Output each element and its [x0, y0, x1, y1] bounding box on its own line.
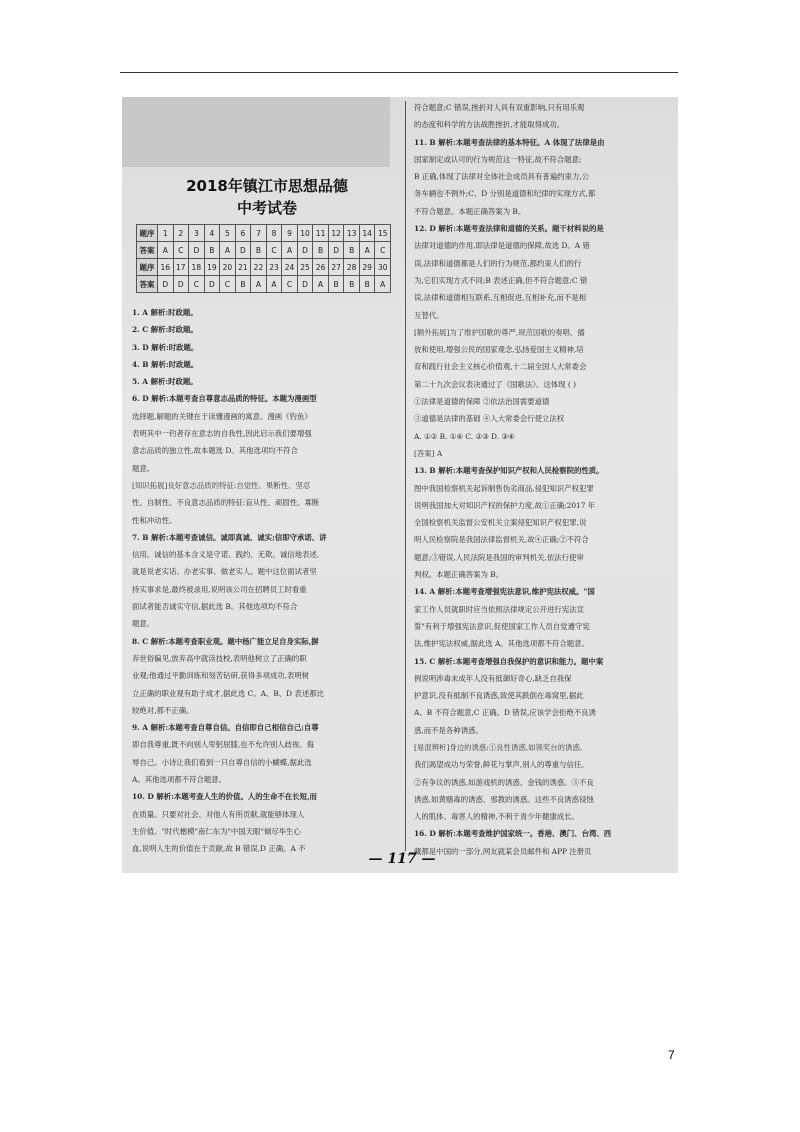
- text-line: 选择题,解题的关键在于读懂漫画的寓意。漫画《钓鱼》: [132, 411, 312, 421]
- text-line: 7. B 解析:本题考查诚信。诚即真诚、诚实;信即守承诺、讲: [132, 532, 327, 542]
- text-line: 护意识,没有抵制不良诱惑,致使其跌倒在毒窝里,据此: [414, 691, 584, 701]
- answer-table-cell: 24: [282, 259, 298, 276]
- answer-table-header-cell: 答案: [137, 276, 158, 293]
- answer-table-cell: 26: [313, 259, 329, 276]
- text-line: 即自我尊重,既不向别人卑躬屈膝,也不允许别人歧视、侮: [132, 740, 315, 750]
- answer-table-cell: B: [313, 242, 329, 259]
- answer-table-cell: 25: [297, 259, 313, 276]
- text-line: [答案] A: [414, 448, 443, 458]
- text-line: 就是说老实话、办老实事、做老实人。题中这位面试者坚: [132, 567, 317, 577]
- answer-table-row: [137, 242, 391, 259]
- text-line: 表明其中一钓者存在意志的自我性,因此启示我们要增强: [132, 429, 312, 439]
- answer-table-cell: 13: [344, 225, 360, 242]
- answer-table-row: [137, 276, 391, 293]
- answer-table-cell: D: [297, 242, 313, 259]
- answer-table-cell: D: [328, 242, 344, 259]
- text-line: 16. D 解析:本题考查维护国家统一。香港、澳门、台湾、西: [414, 829, 612, 839]
- text-line: 意志品质的独立性,故本题选 D。其他选项均不符合: [132, 446, 298, 456]
- text-line: 全国检察机关监督公安机关立案侵犯知识产权犯罪,说: [414, 518, 587, 528]
- answer-table-cell: 29: [359, 259, 375, 276]
- text-line: 性和冲动性。: [132, 515, 177, 525]
- paper-tab: [122, 97, 390, 167]
- text-line: 人的肌体、毒害人的精神,不利于青少年健康成长。: [414, 812, 579, 822]
- answer-table-cell: B: [344, 276, 360, 293]
- text-line: 4. B 解析:时政题。: [132, 359, 199, 369]
- answer-table-cell: 10: [297, 225, 313, 242]
- text-line: 惑,而不是各种诱惑。: [414, 725, 483, 735]
- text-line: [易混辨析]身边的诱惑:①良性诱惑,如领奖台的诱惑,: [414, 742, 583, 752]
- text-line: 辱自己。小诗让我们看到一只自尊自信的小蝴蝶,据此选: [132, 757, 312, 767]
- answer-table-cell: 16: [158, 259, 174, 276]
- answer-table-cell: A: [266, 276, 282, 293]
- text-line: 育和践行社会主义核心价值观,十二届全国人大常委会: [414, 362, 587, 372]
- text-line: 誓"有利于增强宪法意识,促使国家工作人员自觉遵守宪: [414, 621, 590, 631]
- answer-table-cell: 21: [235, 259, 251, 276]
- text-line: 藏都是中国的一部分,网友就某会员邮件和 APP 注册页: [414, 846, 592, 856]
- text-line: 图中我国检察机关起诉制售伪劣商品,侵犯知识产权犯罪: [414, 483, 594, 493]
- answer-table-cell: A: [158, 242, 174, 259]
- answer-table-cell: B: [235, 276, 251, 293]
- text-line: 生价值。"时代楷模"南仁东为"中国天眼"倾尽毕生心: [132, 826, 301, 836]
- column-divider: [405, 101, 406, 851]
- text-line: 误,法律和道德相互联系,互相促进,互相补充,而不是相: [414, 293, 586, 303]
- answer-table-cell: 6: [235, 225, 251, 242]
- text-line: [知识拓展]良好意志品质的特征:自觉性、果断性、坚忍: [132, 480, 311, 490]
- text-line: 误,法律和道德都是人们的行为规范,都约束人们的行: [414, 258, 582, 268]
- text-line: A、B 不符合题意,C 正确。D 错误,应该学会拒绝不良诱: [414, 708, 596, 718]
- answer-table-cell: A: [359, 242, 375, 259]
- text-line: 信用。诚信的基本含义是守诺、践约、无欺。诚信地表述,: [132, 550, 320, 560]
- right-column: [414, 99, 674, 860]
- answer-table-cell: 20: [220, 259, 236, 276]
- text-line: 例说明涉毒未成年人没有抵御好奇心,缺乏自我保: [414, 673, 572, 683]
- text-line: 8. C 解析:本题考查职业观。题中杨广能立足自身实际,摒: [132, 636, 319, 646]
- text-line: 3. D 解析:时政题。: [132, 342, 199, 352]
- answer-table-cell: 14: [359, 225, 375, 242]
- text-line: 题意。: [132, 619, 155, 629]
- text-line: 持实事求是,最终被录用,说明该公司在招聘员工时看重: [132, 584, 307, 594]
- text-line: 明人民检察院是我国法律监督机关,故④正确;②不符合: [414, 535, 589, 545]
- text-line: 题意。: [132, 463, 155, 473]
- text-line: 判权。本题正确答案为 B。: [414, 570, 504, 580]
- answer-table-cell: 18: [189, 259, 205, 276]
- text-line: 法,维护宪法权威,据此选 A。其他选项都不符合题意。: [414, 639, 589, 649]
- answer-table-cell: A: [251, 276, 267, 293]
- text-line: 12. D 解析:本题考查法律和道德的关系。题干材料说的是: [414, 224, 604, 234]
- answer-table-cell: 23: [266, 259, 282, 276]
- text-line: 放和使用,增强公民的国家观念,弘扬爱国主义精神,培: [414, 345, 584, 355]
- text-line: 1. A 解析:时政题。: [132, 308, 198, 317]
- answer-table-cell: C: [220, 276, 236, 293]
- answer-table-cell: 8: [266, 225, 282, 242]
- answer-table-cell: D: [158, 276, 174, 293]
- text-line: 业观;他通过平勤训练和刻苦钻研,获得多项成功,表明树: [132, 671, 310, 681]
- answer-table-cell: C: [266, 242, 282, 259]
- text-line: 务车辆也不例外;C、D 分别是道德和纪律的实现方式,都: [414, 189, 596, 199]
- answer-table-cell: 7: [251, 225, 267, 242]
- answer-table-row: [137, 259, 391, 276]
- text-line: 国家制定或认可的行为规范这一特征,故不符合题意;: [414, 154, 582, 164]
- text-line: 14. A 解析:本题考查增强宪法意识,维护宪法权威。"国: [414, 587, 595, 597]
- text-line: ②有争议的诱惑,如游戏机的诱惑、金钱的诱惑。③不良: [414, 777, 594, 787]
- answer-table-cell: B: [359, 276, 375, 293]
- text-line: 为,它们实现方式不同;B 表述正确,但不符合题意;C 错: [414, 275, 588, 285]
- answer-table-cell: 11: [313, 225, 329, 242]
- answer-table-cell: 28: [344, 259, 360, 276]
- exam-title-line2: 中考试卷: [236, 199, 297, 217]
- answer-table-header-cell: 题序: [137, 259, 158, 276]
- text-line: 弃世俗偏见,放弃高中就读技校,表明他树立了正确的职: [132, 653, 307, 663]
- text-line: B 正确,体现了法律对全体社会成员具有普遍约束力,公: [414, 172, 590, 182]
- answer-table-cell: 4: [204, 225, 220, 242]
- text-line: 在质量。只要对社会、对他人有所贡献,就能够体现人: [132, 809, 305, 819]
- text-line: 11. B 解析:本题考查法律的基本特征。A 体现了法律是由: [414, 137, 605, 147]
- text-line: 法律对道德的作用,即法律是道德的保障,故选 D。A 错: [414, 241, 590, 251]
- text-line: 我们渴望成功与荣誉,鲜花与掌声,别人的尊重与信任。: [414, 760, 589, 770]
- text-line: 9. A 解析:本题考查自尊自信。自信即自己相信自己;自尊: [132, 723, 319, 733]
- text-line: ③道德是法律的基础 ④人大常委会行使立法权: [414, 414, 565, 424]
- text-line: 性、自制性。不良意志品质的特征:盲从性、顽固性、寡断: [132, 498, 320, 508]
- answer-table-header-cell: 题序: [137, 225, 158, 242]
- answer-table-cell: 22: [251, 259, 267, 276]
- text-line: 符合题意;C 错误,挫折对人具有双重影响,只有用乐观: [414, 103, 585, 112]
- text-line: 血,说明人生的价值在于贡献,故 B 错误,D 正确。A 不: [132, 844, 306, 854]
- answer-table-cell: 19: [204, 259, 220, 276]
- answer-table-cell: A: [220, 242, 236, 259]
- photo-page-number: — 117 —: [368, 851, 436, 867]
- answer-table-header-cell: 答案: [137, 242, 158, 259]
- answer-table-cell: 12: [328, 225, 344, 242]
- answer-table-cell: 3: [189, 225, 205, 242]
- answer-table-cell: C: [173, 242, 189, 259]
- text-line: 15. C 解析:本题考查增强自我保护的意识和能力。题中案: [414, 656, 604, 666]
- text-line: A. ①② B. ①④ C. ②③ D. ③④: [414, 431, 515, 441]
- answer-table-cell: 9: [282, 225, 298, 242]
- answer-table-cell: D: [235, 242, 251, 259]
- text-line: 题意;③错误,人民法院是我国的审判机关,依法行使审: [414, 552, 584, 562]
- text-line: 较绝对,都不正确。: [132, 705, 194, 715]
- answer-table-cell: 2: [173, 225, 189, 242]
- text-line: 2. C 解析:时政题。: [132, 325, 198, 335]
- answer-table-cell: A: [282, 242, 298, 259]
- text-line: [额外拓展]为了维护国歌的尊严,规范国歌的奏唱、播: [414, 327, 585, 337]
- text-line: 面试者能否诚实守信,据此选 B。其他选项均不符合: [132, 602, 298, 612]
- header-rule: [120, 72, 678, 73]
- text-line: 说明我国加大对知识产权的保护力度,故①正确;2017 年: [414, 500, 596, 510]
- answer-table-cell: B: [204, 242, 220, 259]
- text-line: 家工作人员就职时应当依照法律规定公开进行宪法宣: [414, 604, 584, 614]
- answer-table-cell: B: [344, 242, 360, 259]
- text-line: 5. A 解析:时政题。: [132, 377, 198, 387]
- answer-table-cell: 30: [375, 259, 391, 276]
- answer-table-cell: C: [375, 242, 391, 259]
- answer-table-cell: D: [173, 276, 189, 293]
- text-line: 10. D 解析:本题考查人生的价值。人的生命不在长短,而: [132, 792, 317, 802]
- answer-table: [136, 224, 391, 293]
- answer-table-cell: D: [297, 276, 313, 293]
- answer-table-cell: 17: [173, 259, 189, 276]
- answer-table-cell: C: [189, 276, 205, 293]
- text-line: 第二十九次会议表决通过了《国歌法》。这体现 ( ): [414, 379, 576, 389]
- text-line: 的态度和科学的方法战胜挫折,才能取得成功。: [414, 120, 565, 130]
- answer-table-cell: C: [282, 276, 298, 293]
- exam-title: [162, 175, 372, 219]
- answer-table-cell: B: [251, 242, 267, 259]
- text-line: 立正确的职业观有助于成才,据此选 C。A、B、D 表述都比: [132, 688, 324, 698]
- answer-table-cell: 15: [375, 225, 391, 242]
- text-line: 6. D 解析:本题考查自尊意志品质的特征。本题为漫画型: [132, 394, 317, 404]
- answer-table-cell: A: [375, 276, 391, 293]
- answer-table-row: [137, 225, 391, 242]
- answer-table-cell: 27: [328, 259, 344, 276]
- text-line: ①法律是道德的保障 ②依法治国需要道德: [414, 397, 550, 407]
- text-line: 互替代。: [414, 310, 444, 320]
- answer-table-cell: B: [328, 276, 344, 293]
- answer-table-cell: A: [313, 276, 329, 293]
- text-line: 诱惑,如黄赌毒的诱惑、邪教的诱惑。这些不良诱惑侵蚀: [414, 794, 594, 804]
- text-line: 13. B 解析:本题考查保护知识产权和人民检察院的性质。: [414, 466, 604, 476]
- answer-table-cell: 1: [158, 225, 174, 242]
- exam-title-line1: 2018年镇江市思想品德: [186, 177, 348, 195]
- answer-table-cell: 5: [220, 225, 236, 242]
- answer-table-cell: D: [189, 242, 205, 259]
- left-column: [132, 304, 394, 858]
- answer-table-cell: D: [204, 276, 220, 293]
- scanned-page-photo: [122, 97, 678, 873]
- page-number: 7: [668, 1048, 675, 1062]
- text-line: 不符合题意。本题正确答案为 B。: [414, 206, 526, 216]
- text-line: A。其他选项都不符合题意。: [132, 775, 227, 785]
